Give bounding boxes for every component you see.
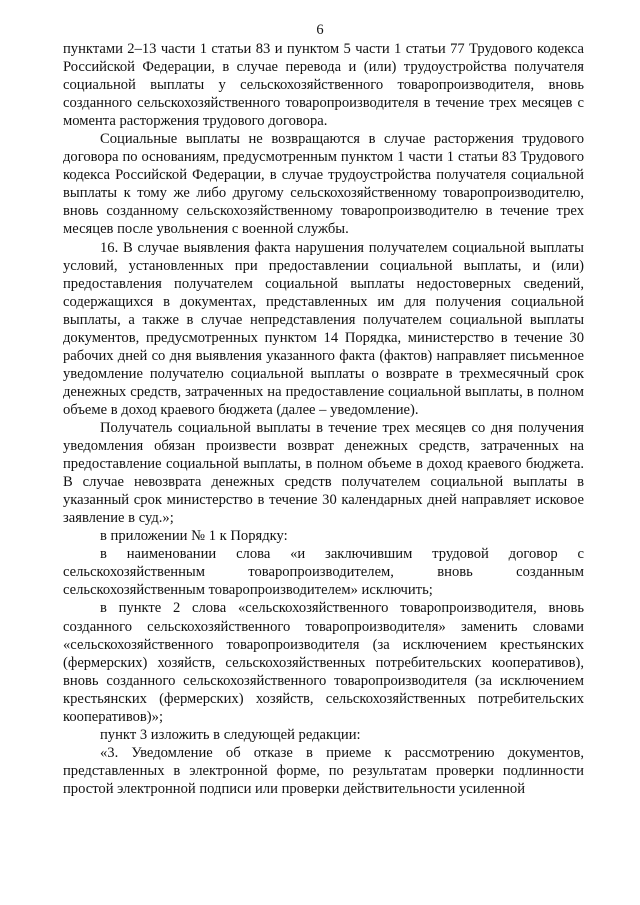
paragraph-appendix-1: в приложении № 1 к Порядку: <box>100 528 288 545</box>
paragraph-title-amendment: в наименовании слова «и заключившим трудовой договор с сельскохозяйственным товаропроизводителем, вновь созданным сельскохозяйственным товаропроизводителем» исключить; <box>63 546 584 599</box>
paragraph-continuation: пунктами 2–13 части 1 статьи 83 и пунктом 5 части 1 статьи 77 Трудового кодекса Российской Федерации, в случае перевода и (или) трудоустройства получателя социальной выплаты у сельскохозяйственного товаропроизводителя, вновь созданного сельскохозяйственного товаропроизводителя в течение трех месяцев с момента расторжения трудового договора. <box>63 41 584 130</box>
paragraph-social-payments-not-returned: Социальные выплаты не возвращаются в случае расторжения трудового договора по основаниям, предусмотренным пунктом 1 части 1 статьи 83 Трудового кодекса Российской Федерации, в случае трудоустройства получателя социальной выплаты к тому же либо другому сельскохозяйственному товаропроизводителю, вновь созданному сельскохозяйственному товаропроизводителю в течение трех месяцев после увольнения с военной службы. <box>63 131 584 238</box>
paragraph-point-3-intro: пункт 3 изложить в следующей редакции: <box>100 726 361 743</box>
paragraph-recipient-obligation: Получатель социальной выплаты в течение трех месяцев со дня получения уведомления обязан произвести возврат денежных средств, затраченных на предоставление социальной выплаты, в полном объеме в доход краевого бюджета. В случае невозврата денежных средств получателем социальной выплаты в указанный срок министерство в течение 30 календарных дней направляет исковое заявление в суд.»; <box>63 419 584 527</box>
paragraph-16-violation: 16. В случае выявления факта нарушения получателем социальной выплаты условий, установленных при предоставлении социальной выплаты, и (или) предоставления получателем социальной выплаты недостоверных сведений, содержащихся в документах, представленных им для получения социальной выплаты, а также в случае непредставления получателем социальной выплаты документов, предусмотренных пунктом 14 Порядка, министерство в течение 30 рабочих дней со дня выявления указанного факта (фактов) направляет письменное уведомление получателю социальной выплаты о возврате в трехмесячный срок денежных средств, затраченных на предоставление социальной выплаты, в полном объеме в доход краевого бюджета (далее – уведомление). <box>63 239 584 418</box>
paragraph-point-3-text: «3. Уведомление об отказе в приеме к рассмотрению документов, представленных в электронной форме, по результатам проверки подлинности простой электронной подписи или проверки действительности усиленной <box>63 744 584 797</box>
document-body <box>63 40 584 798</box>
paragraph-point-2-amendment: в пункте 2 слова «сельскохозяйственного товаропроизводителя, вновь созданного сельскохозяйственного товаропроизводителя» заменить словами «сельскохозяйственного товаропроизводителя (за исключением крестьянских (фермерских) хозяйств, сельскохозяйственных потребительских кооперативов), вновь созданного сельскохозяйственного товаропроизводителя (за исключением крестьянских (фермерских) хозяйств, сельскохозяйственных потребительских кооперативов)»; <box>63 600 584 725</box>
page-number: 6 <box>316 22 324 38</box>
